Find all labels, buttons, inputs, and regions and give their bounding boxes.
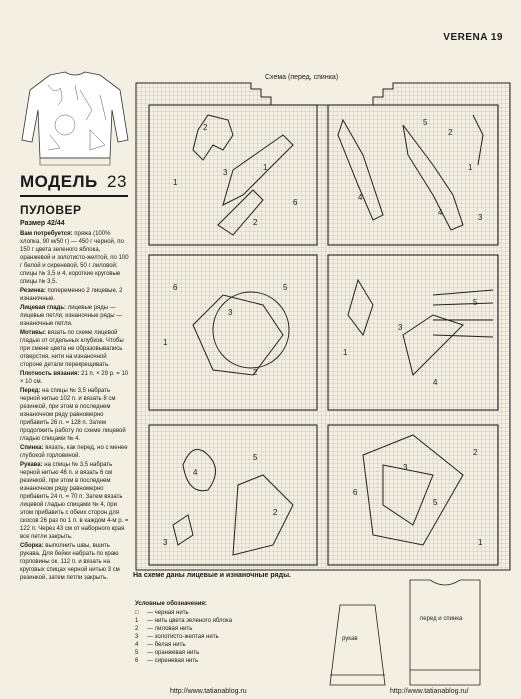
legend-item: 1 — нить цвета зеленого яблока [135,618,233,624]
scheme-note: На схеме даны лицевые и изнаночные ряды. [133,572,292,579]
svg-text:2: 2 [253,368,258,377]
instructions-text [20,230,130,583]
svg-text:4: 4 [433,378,438,387]
svg-text:2: 2 [273,508,278,517]
body-label: перед и спинка [420,616,463,622]
legend-item: □ — черная нить [135,610,189,616]
svg-text:2: 2 [473,448,478,457]
title-divider [20,195,128,197]
model-subtitle: ПУЛОВЕР [20,203,82,217]
magazine-page-number: VERENA 19 [443,32,503,43]
svg-text:2: 2 [253,218,258,227]
svg-text:1: 1 [478,538,483,547]
svg-text:3: 3 [228,308,233,317]
site-url: http://www.tatianablog.ru [170,688,247,695]
faint-header-text [250,28,400,44]
svg-text:6: 6 [293,198,298,207]
svg-text:5: 5 [423,118,428,127]
instruction-paragraph: Плотность вязания: 21 п. × 29 р. = 10 × 10 см. [20,371,129,385]
svg-text:1: 1 [468,163,473,172]
legend-item: 6 — сиреневая нить [135,658,199,664]
svg-text:6: 6 [353,488,358,497]
svg-text:2: 2 [203,123,208,132]
svg-text:5: 5 [253,453,258,462]
legend-item: 2 — лиловая нить [135,626,193,632]
model-label: МОДЕЛЬ [20,172,98,191]
svg-text:3: 3 [403,463,408,472]
size-line: Размер 42/44 [20,220,65,227]
instruction-paragraph: Перед: на спицы № 3,5 набрать черной нитью 102 п. и вязать 8 см резинкой, при этом в последнем изнаночном ряду равномерно прибавить 26 п. = 128 п. Затем продолжить работу по схеме лицевой гладью спицами № 4. [20,388,126,442]
svg-text:1: 1 [343,348,348,357]
sleeve-label: рукав [342,636,358,642]
instruction-paragraph: Сборка: выполнить швы, вшить рукава. Для бейки набрать по краю горловины ок. 112 п. и вязать на круговых спицах черной нитью 3 см резинкой, затем петли закрыть. [20,543,120,581]
model-title [20,172,127,192]
legend-item: 3 — золотисто-желтая нить [135,634,219,640]
legend-item: 5 — оранжевая нить [135,650,200,656]
legend-item: 4 — белая нить [135,642,186,648]
svg-text:5: 5 [433,498,438,507]
svg-text:1: 1 [163,338,168,347]
svg-text:1: 1 [263,163,268,172]
knitting-chart [133,75,513,575]
instruction-paragraph: Лицевая гладь: лицевые ряды — лицевые петли, изнаночные ряды — изнаночные петли. [20,305,123,327]
svg-text:3: 3 [223,168,228,177]
instruction-paragraph: Рукава: на спицы № 3,5 набрать черной нитью 46 п. и вязать 6 см резинкой, при этом в последнем изнаночном ряду равномерно прибавить 24 п. = 70 п. Затем вязать лицевой гладью спицами № 4, при этом прибавить с обеих сторон для скосов 26 раз по 1 п. в каждом 4-м р. = 122 п. Через 43 см от наборного края все петли закрыть. [20,462,129,540]
instruction-paragraph: Мотивы: вязать по схеме лицевой гладью от отдельных клубков. Чтобы при смене цвета не образовывались отверстия, нити на изнаночной стороне детали перекрещивать. [20,330,124,368]
scheme-title: Схема (перед, спинка) [265,74,339,81]
svg-text:4: 4 [358,193,363,202]
model-number: 23 [107,172,127,191]
pattern-schematic [320,575,505,695]
svg-text:3: 3 [478,213,483,222]
svg-text:5: 5 [473,298,478,307]
sweater-sketch [20,70,130,170]
svg-text:4: 4 [193,468,198,477]
svg-text:4: 4 [438,208,443,217]
legend [135,600,335,665]
instruction-paragraph: Спинка: вязать, как перед, но с менее глубокой горловиной. [20,445,128,459]
svg-text:1: 1 [173,178,178,187]
instruction-paragraph: Вам потребуется: пряжа (100% хлопка, 90 м/50 г) — 450 г черной, по 150 г цвета зеленого яблока, оранжевой и золотисто-желтой, по 100 г белой и сиреневой, 50 г лиловой; спицы № 3,5 и 4, короткие круговые спицы № 3,5. [20,231,129,285]
svg-text:5: 5 [283,283,288,292]
svg-text:3: 3 [163,538,168,547]
svg-text:2: 2 [448,128,453,137]
svg-text:3: 3 [398,323,403,332]
site-url-2: http://www.tatianablog.ru/ [390,688,469,695]
instruction-paragraph: Резинка: попеременно 2 лицевые, 2 изнаночные. [20,288,123,302]
svg-text:6: 6 [173,283,178,292]
legend-title: Условные обозначения: [135,601,207,607]
